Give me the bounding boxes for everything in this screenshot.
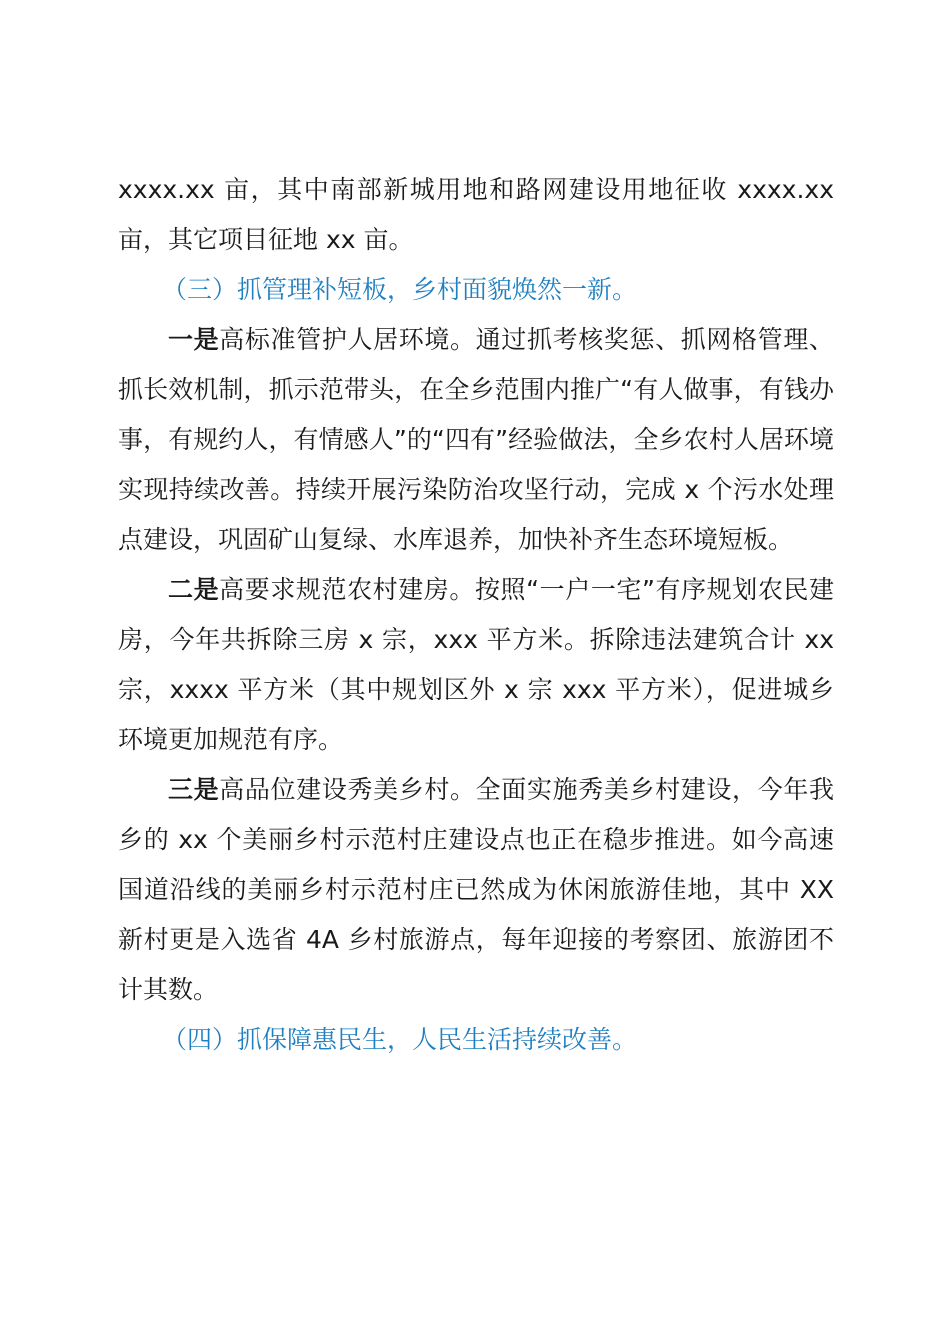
document-page xyxy=(118,165,834,1065)
paragraph-item-2 xyxy=(118,565,834,765)
item-3-lead: 三是 xyxy=(168,775,220,804)
item-1-text: 高标准管护人居环境。通过抓考核奖惩、抓网格管理、抓长效机制，抓示范带头，在全乡范围内推广“有人做事，有钱办事，有规约人，有情感人”的“四有”经验做法，全乡农村人居环境实现持续改善。持续开展污染防治攻坚行动，完成 x 个污水处理点建设，巩固矿山复绿、水库退养，加快补齐生态环境短板。 xyxy=(118,325,834,554)
item-1-lead: 一是 xyxy=(168,325,220,354)
item-2-text: 高要求规范农村建房。按照“一户一宅”有序规划农民建房，今年共拆除三房 x 宗，xxx 平方米。拆除违法建筑合计 xx 宗，xxxx 平方米（其中规划区外 x 宗 xxx 平方米），促进城乡环境更加规范有序。 xyxy=(118,575,834,754)
paragraph-item-1 xyxy=(118,315,834,565)
section-heading-4: （四）抓保障惠民生，人民生活持续改善。 xyxy=(162,1025,638,1054)
item-2-lead: 二是 xyxy=(168,575,220,604)
section-heading-3: （三）抓管理补短板，乡村面貌焕然一新。 xyxy=(162,275,638,304)
paragraph-continuation: xxxx.xx 亩，其中南部新城用地和路网建设用地征收 xxxx.xx 亩，其它项目征地 xx 亩。 xyxy=(118,175,834,254)
item-3-text: 高品位建设秀美乡村。全面实施秀美乡村建设，今年我乡的 xx 个美丽乡村示范村庄建设点也正在稳步推进。如今高速国道沿线的美丽乡村示范村庄已然成为休闲旅游佳地，其中 XX 新村更是入选省 4A 乡村旅游点，每年迎接的考察团、旅游团不计其数。 xyxy=(118,775,834,1004)
paragraph-item-3 xyxy=(118,765,834,1015)
